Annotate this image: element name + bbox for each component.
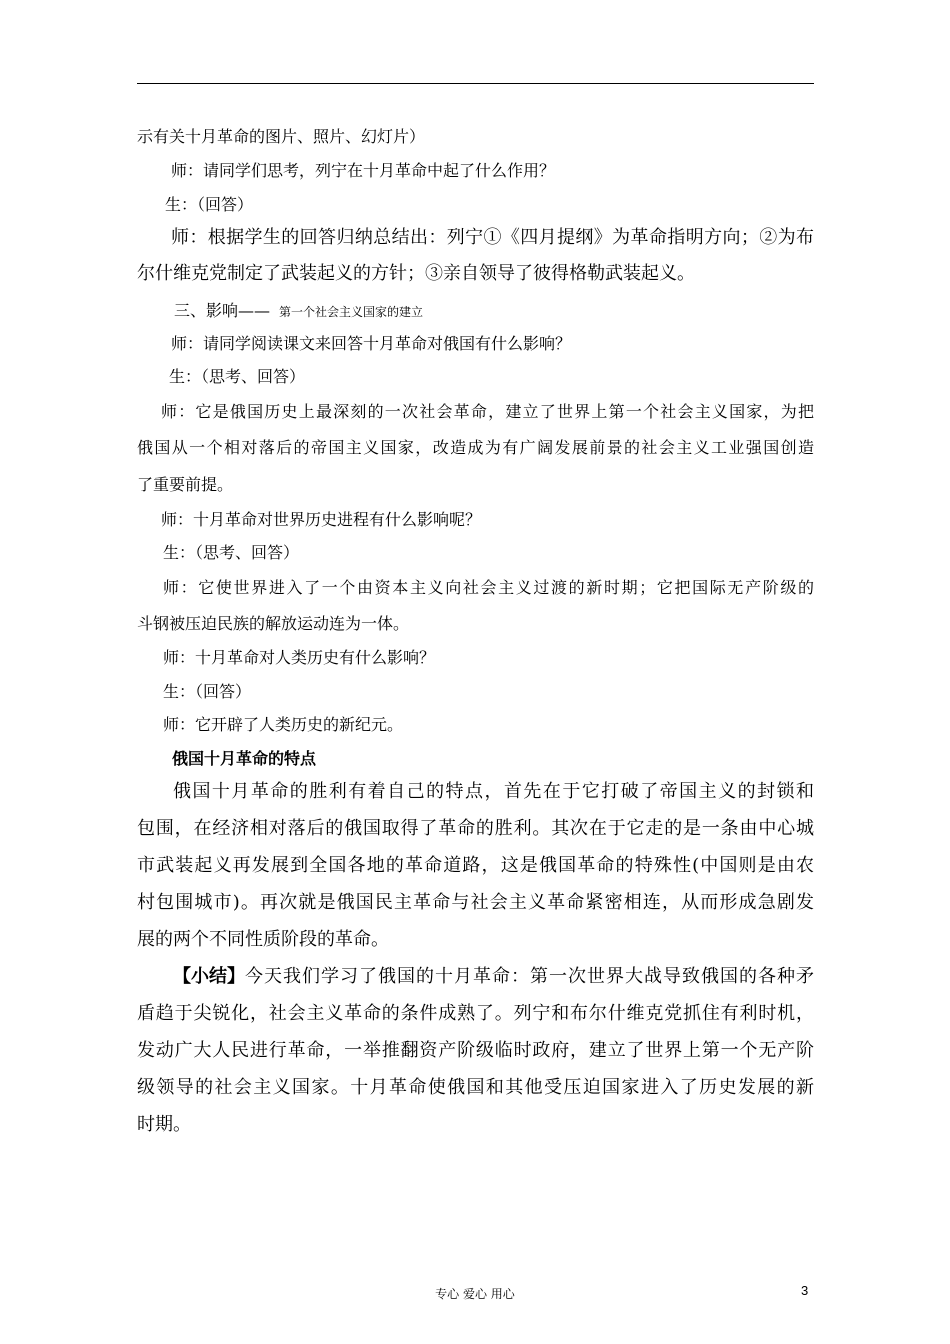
page-footer: 专心 爱心 用心 <box>435 1287 515 1301</box>
text-line: 俄国从一个相对落后的帝国主义国家，改造成为有广阔发展前景的社会主义工业强国创造 <box>137 438 814 457</box>
text-line: 示有关十月革命的图片、照片、幻灯片） <box>137 127 426 146</box>
paragraph-line: 展的两个不同性质阶段的革命。 <box>137 929 389 950</box>
paragraph-line: 俄国十月革命的胜利有着自己的特点，首先在于它打破了帝国主义的封锁和 <box>173 781 814 802</box>
text-line: 生：（思考、回答） <box>169 367 306 386</box>
text-line: 师：十月革命对世界历史进程有什么影响呢？ <box>161 510 482 529</box>
summary-line: 时期。 <box>137 1114 191 1135</box>
paragraph-line: 市武装起义再发展到全国各地的革命道路，这是俄国革命的特殊性(中国则是由农 <box>137 855 814 876</box>
text-line: 生：（回答） <box>165 195 254 214</box>
text-line: 师：它开辟了人类历史的新纪元。 <box>163 715 404 734</box>
summary-line: 级领导的社会主义国家。十月革命使俄国和其他受压迫国家进入了历史发展的新 <box>137 1077 814 1098</box>
text-line: 师：请同学阅读课文来回答十月革命对俄国有什么影响？ <box>171 334 572 353</box>
text-line: 尔什维克党制定了武装起义的方针；③亲自领导了彼得格勒武装起义。 <box>137 263 695 284</box>
summary-label: 【小结】 <box>173 966 245 987</box>
text-line: 师：根据学生的回答归纳总结出：列宁①《四月提纲》为革命指明方向；②为布 <box>171 227 814 248</box>
text-line: 师：十月革命对人类历史有什么影响？ <box>163 648 436 667</box>
paragraph-line: 村包围城市)。再次就是俄国民主革命与社会主义革命紧密相连，从而形成急剧发 <box>137 892 814 913</box>
summary-line: 发动广大人民进行革命，一举推翻资产阶级临时政府，建立了世界上第一个无产阶 <box>137 1040 814 1061</box>
text-line: 生：（思考、回答） <box>163 543 300 562</box>
text-line: 师：请同学们思考，列宁在十月革命中起了什么作用？ <box>171 161 556 180</box>
text-line: 斗钢被压迫民族的解放运动连为一体。 <box>137 614 410 633</box>
section-heading: 俄国十月革命的特点 <box>172 749 317 768</box>
summary-line: 盾趋于尖锐化，社会主义革命的条件成熟了。列宁和布尔什维克党抓住有利时机， <box>137 1003 814 1024</box>
text-line: 师：它使世界进入了一个由资本主义向社会主义过渡的新时期；它把国际无产阶级的 <box>163 578 814 597</box>
summary-line: 今天我们学习了俄国的十月革命：第一次世界大战导致俄国的各种矛 <box>245 966 814 987</box>
page-number: 3 <box>801 1283 809 1298</box>
text-line: 生：（回答） <box>163 682 252 701</box>
section-heading-suffix: 第一个社会主义国家的建立 <box>279 305 424 319</box>
header-rule <box>137 83 814 84</box>
paragraph-line: 包围，在经济相对落后的俄国取得了革命的胜利。其次在于它走的是一条由中心城 <box>137 818 814 839</box>
text-line: 了重要前提。 <box>137 475 234 494</box>
section-heading-prefix: 三、影响—— <box>174 301 271 320</box>
text-line: 师：它是俄国历史上最深刻的一次社会革命，建立了世界上第一个社会主义国家，为把 <box>161 402 814 421</box>
